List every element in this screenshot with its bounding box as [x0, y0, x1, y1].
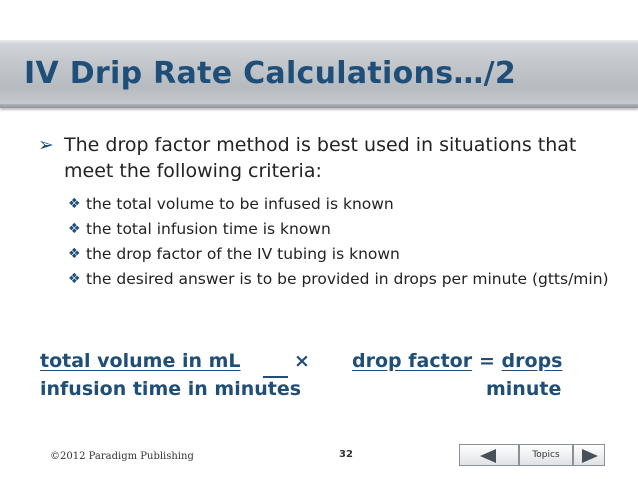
formula-drops: drops	[501, 350, 563, 372]
formula-numerator: total volume in mL	[40, 350, 241, 372]
slide-navigation	[459, 444, 607, 468]
triangle-right-icon	[582, 449, 598, 463]
criteria-item	[68, 192, 616, 217]
diamond-bullet-icon: ❖	[68, 221, 81, 237]
drip-rate-formula	[40, 348, 620, 404]
main-bullet-text: The drop factor method is best used in situations that meet the following criteria:	[64, 134, 577, 182]
criteria-item	[68, 242, 616, 267]
formula-result-numerator	[479, 350, 562, 372]
diamond-bullet-icon: ❖	[68, 196, 81, 212]
diamond-bullet-icon: ❖	[68, 271, 81, 287]
main-bullet	[36, 132, 616, 184]
criteria-text: the total infusion time is known	[86, 220, 331, 238]
criteria-text: the desired answer is to be provided in drops per minute (gtts/min)	[86, 270, 609, 288]
title-banner	[0, 40, 638, 108]
formula-drop-factor: drop factor	[352, 350, 473, 372]
criteria-text: the drop factor of the IV tubing is known	[86, 245, 400, 263]
arrow-bullet-icon: ➢	[38, 134, 54, 156]
formula-times-sign: ×	[294, 350, 310, 372]
formula-denominator: infusion time in minutes	[40, 378, 302, 400]
criteria-item	[68, 267, 616, 292]
triangle-left-icon	[480, 449, 496, 463]
bullet-list	[36, 132, 616, 292]
page-number: 32	[339, 449, 353, 460]
formula-result-denominator: minute	[486, 378, 562, 400]
diamond-bullet-icon: ❖	[68, 246, 81, 262]
criteria-list	[36, 192, 616, 292]
criteria-item	[68, 217, 616, 242]
formula-equals-sign: =	[479, 350, 495, 372]
previous-slide-button[interactable]	[459, 444, 519, 466]
copyright-text: ©2012 Paradigm Publishing	[50, 451, 194, 462]
next-slide-button[interactable]	[573, 444, 605, 466]
slide-title: IV Drip Rate Calculations…/2	[24, 56, 517, 91]
topics-button[interactable]: Topics	[519, 444, 573, 466]
criteria-text: the total volume to be infused is known	[86, 195, 394, 213]
